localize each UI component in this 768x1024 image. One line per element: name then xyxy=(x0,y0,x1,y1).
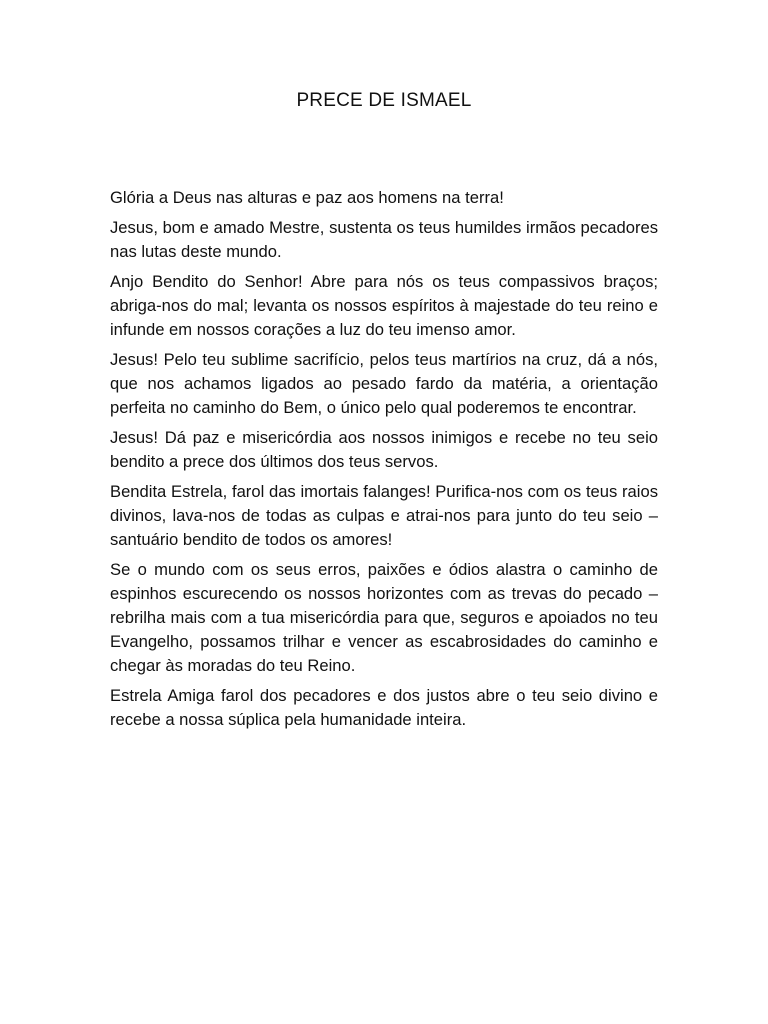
paragraph-6: Bendita Estrela, farol das imortais falanges! Purifica-nos com os teus raios divinos, lava-nos de todas as culpas e atrai-nos para junto do teu seio – santuário bendito de todos os amores! xyxy=(110,482,658,549)
paragraph-3: Anjo Bendito do Senhor! Abre para nós os teus compassivos braços; abriga-nos do mal; levanta os nossos espíritos à majestade do teu reino e infunde em nossos corações a luz do teu imenso amor. xyxy=(110,272,658,339)
document-title: PRECE DE ISMAEL xyxy=(296,90,472,111)
paragraph-2: Jesus, bom e amado Mestre, sustenta os teus humildes irmãos pecadores nas lutas deste mundo. xyxy=(110,218,658,261)
prayer-body xyxy=(110,186,658,738)
paragraph-5: Jesus! Dá paz e misericórdia aos nossos inimigos e recebe no teu seio bendito a prece dos últimos dos teus servos. xyxy=(110,428,658,471)
paragraph-8: Estrela Amiga farol dos pecadores e dos justos abre o teu seio divino e recebe a nossa súplica pela humanidade inteira. xyxy=(110,686,658,729)
paragraph-1: Glória a Deus nas alturas e paz aos homens na terra! xyxy=(110,188,504,207)
paragraph-4: Jesus! Pelo teu sublime sacrifício, pelos teus martírios na cruz, dá a nós, que nos achamos ligados ao pesado fardo da matéria, a orientação perfeita no caminho do Bem, o único pelo qual poderemos te encontrar. xyxy=(110,350,658,417)
paragraph-7: Se o mundo com os seus erros, paixões e ódios alastra o caminho de espinhos escurecendo os nossos horizontes com as trevas do pecado – rebrilha mais com a tua misericórdia para que, seguros e apoiados no teu Evangelho, possamos trilhar e vencer as escabrosidades do caminho e chegar às moradas do teu Reino. xyxy=(110,560,658,675)
